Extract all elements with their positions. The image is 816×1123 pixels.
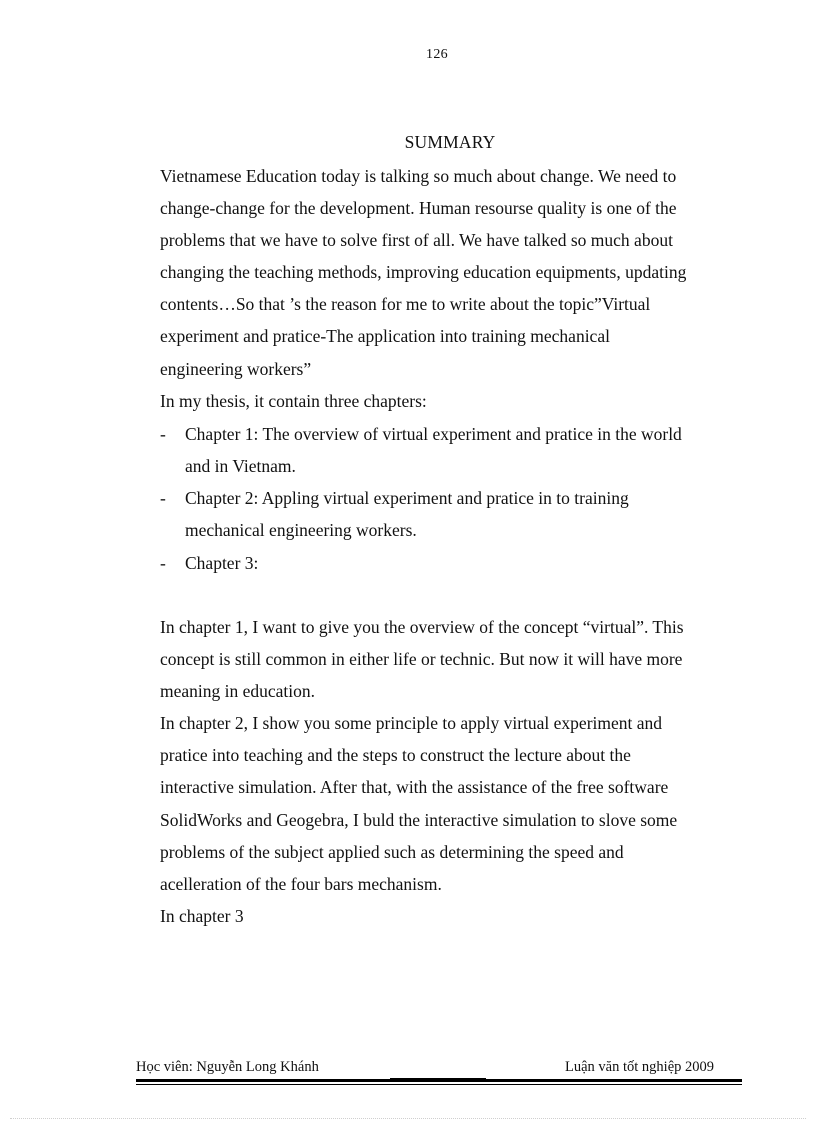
list-item-line: and in Vietnam. [185, 456, 296, 476]
intro-line: changing the teaching methods, improving education equipments, updating [160, 262, 687, 282]
intro-line: contents…So that ’s the reason for me to write about the topic”Virtual [160, 294, 651, 314]
body-line: pratice into teaching and the steps to construct the lecture about the [160, 745, 631, 765]
intro-line: engineering workers” [160, 359, 312, 379]
bullet-marker: - [160, 553, 166, 573]
intro-line: experiment and pratice-The application into training mechanical [160, 326, 610, 346]
bullet-marker: - [160, 424, 166, 444]
footer-thesis-label: Luận văn tốt nghiệp 2009 [565, 1059, 715, 1075]
intro-line: In my thesis, it contain three chapters: [160, 391, 427, 411]
summary-title: SUMMARY [404, 132, 496, 152]
footer-rule-thin [136, 1084, 742, 1085]
intro-line: Vietnamese Education today is talking so much about change. We need to [160, 166, 677, 186]
list-item-line: Chapter 3: [185, 553, 259, 573]
body-line: In chapter 3 [160, 906, 244, 926]
bullet-marker: - [160, 488, 166, 508]
body-line: problems of the subject applied such as determining the speed and [160, 842, 624, 862]
body-line: SolidWorks and Geogebra, I buld the interactive simulation to slove some [160, 810, 678, 830]
page-edge-divider [10, 1118, 806, 1119]
intro-line: change-change for the development. Human resourse quality is one of the [160, 198, 677, 218]
body-line: In chapter 2, I show you some principle to apply virtual experiment and [160, 713, 663, 733]
body-line: interactive simulation. After that, with the assistance of the free software [160, 777, 669, 797]
list-item-line: Chapter 1: The overview of virtual experiment and pratice in the world [185, 424, 682, 444]
footer-rule-center [390, 1078, 486, 1082]
intro-line: problems that we have to solve first of all. We have talked so much about [160, 230, 673, 250]
body-line: meaning in education. [160, 681, 316, 701]
list-item-line: Chapter 2: Appling virtual experiment and pratice in to training [185, 488, 629, 508]
body-line: acelleration of the four bars mechanism. [160, 874, 442, 894]
body-line: In chapter 1, I want to give you the overview of the concept “virtual”. This [160, 617, 684, 637]
footer-author: Học viên: Nguyễn Long Khánh [136, 1059, 319, 1075]
list-item-line: mechanical engineering workers. [185, 520, 417, 540]
page-number: 126 [426, 47, 448, 62]
body-line: concept is still common in either life or technic. But now it will have more [160, 649, 683, 669]
